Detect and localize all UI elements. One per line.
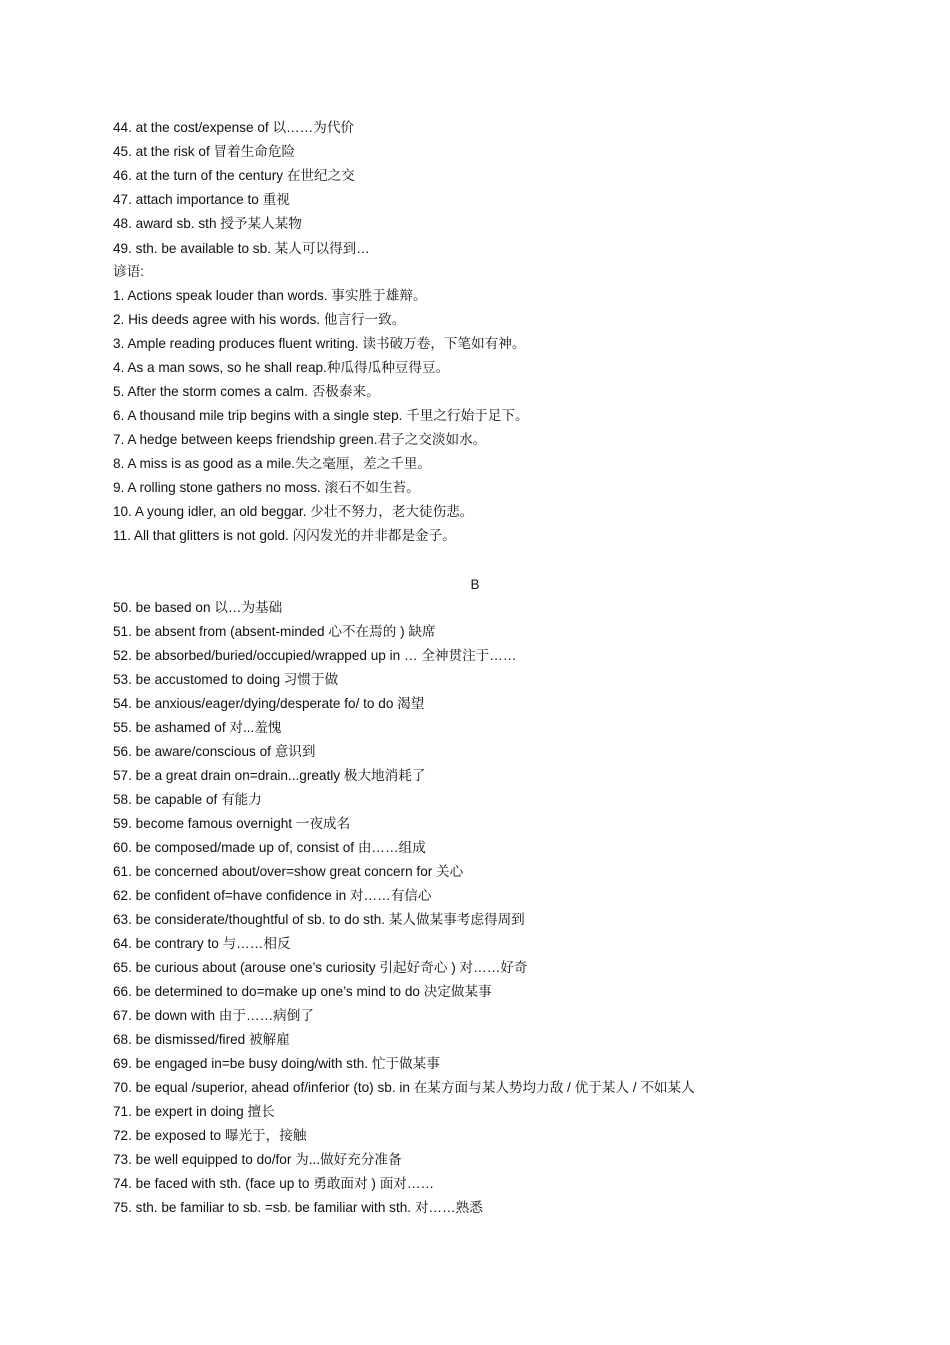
phrase-69: 69. be engaged in=be busy doing/with sth. 忙于做某事 xyxy=(113,1056,440,1071)
phrase-57: 57. be a great drain on=drain...greatly 极大地消耗了 xyxy=(113,768,426,783)
proverb-6: 6. A thousand mile trip begins with a single step. 千里之行始于足下。 xyxy=(113,408,529,423)
proverb-7: 7. A hedge between keeps friendship green.君子之交淡如水。 xyxy=(113,432,487,447)
phrase-56: 56. be aware/conscious of 意识到 xyxy=(113,744,316,759)
phrase-68: 68. be dismissed/fired 被解雇 xyxy=(113,1032,290,1047)
phrase-75: 75. sth. be familiar to sb. =sb. be familiar with sth. 对……熟悉 xyxy=(113,1200,483,1215)
proverb-4: 4. As a man sows, so he shall reap.种瓜得瓜种豆得豆。 xyxy=(113,360,450,375)
phrase-65: 65. be curious about (arouse one’s curiosity 引起好奇心 ) 对……好奇 xyxy=(113,960,528,975)
phrase-66: 66. be determined to do=make up one’s mind to do 决定做某事 xyxy=(113,984,492,999)
phrase-73: 73. be well equipped to do/for 为...做好充分准备 xyxy=(113,1152,402,1167)
phrase-53: 53. be accustomed to doing 习惯于做 xyxy=(113,672,339,687)
proverb-3: 3. Ample reading produces fluent writing. 读书破万卷，下笔如有神。 xyxy=(113,336,526,351)
phrase-61: 61. be concerned about/over=show great concern for 关心 xyxy=(113,864,464,879)
phrase-54: 54. be anxious/eager/dying/desperate fo/ to do 渴望 xyxy=(113,696,425,711)
phrase-64: 64. be contrary to 与……相反 xyxy=(113,936,291,951)
phrase-74: 74. be faced with sth. (face up to 勇敢面对 ) 面对…… xyxy=(113,1176,435,1191)
phrase-48: 48. award sb. sth 授予某人某物 xyxy=(113,216,302,231)
phrase-51: 51. be absent from (absent-minded 心不在焉的 ) 缺席 xyxy=(113,624,436,639)
phrase-60: 60. be composed/made up of, consist of 由……组成 xyxy=(113,840,426,855)
proverbs-heading: 谚语: xyxy=(113,264,144,279)
phrase-67: 67. be down with 由于……病倒了 xyxy=(113,1008,314,1023)
phrase-52: 52. be absorbed/buried/occupied/wrapped up in … 全神贯注于…… xyxy=(113,648,517,663)
phrase-44: 44. at the cost/expense of 以……为代价 xyxy=(113,120,355,135)
phrase-62: 62. be confident of=have confidence in 对……有信心 xyxy=(113,888,432,903)
proverb-8: 8. A miss is as good as a mile.失之毫厘，差之千里。 xyxy=(113,456,432,471)
proverb-2: 2. His deeds agree with his words. 他言行一致。 xyxy=(113,312,406,327)
phrase-49: 49. sth. be available to sb. 某人可以得到… xyxy=(113,241,370,256)
phrase-70: 70. be equal /superior, ahead of/inferior (to) sb. in 在某方面与某人势均力敌 / 优于某人 / 不如某人 xyxy=(113,1080,695,1095)
proverb-9: 9. A rolling stone gathers no moss. 滚石不如生苔。 xyxy=(113,480,420,495)
section-b-heading: B xyxy=(470,577,480,592)
phrase-63: 63. be considerate/thoughtful of sb. to do sth. 某人做某事考虑得周到 xyxy=(113,912,525,927)
phrase-46: 46. at the turn of the century 在世纪之交 xyxy=(113,168,355,183)
phrase-59: 59. become famous overnight 一夜成名 xyxy=(113,816,351,831)
proverb-1: 1. Actions speak louder than words. 事实胜于雄辩。 xyxy=(113,288,427,303)
phrase-50: 50. be based on 以…为基础 xyxy=(113,600,283,615)
phrase-58: 58. be capable of 有能力 xyxy=(113,792,262,807)
phrase-72: 72. be exposed to 曝光于，接触 xyxy=(113,1128,307,1143)
proverb-10: 10. A young idler, an old beggar. 少壮不努力，老大徒伤悲。 xyxy=(113,504,474,519)
phrase-55: 55. be ashamed of 对...羞愧 xyxy=(113,720,282,735)
phrase-45: 45. at the risk of 冒着生命危险 xyxy=(113,144,296,159)
proverb-5: 5. After the storm comes a calm. 否极泰来。 xyxy=(113,384,380,399)
phrase-47: 47. attach importance to 重视 xyxy=(113,192,290,207)
proverb-11: 11. All that glitters is not gold. 闪闪发光的并非都是金子。 xyxy=(113,528,456,543)
phrase-71: 71. be expert in doing 擅长 xyxy=(113,1104,275,1119)
